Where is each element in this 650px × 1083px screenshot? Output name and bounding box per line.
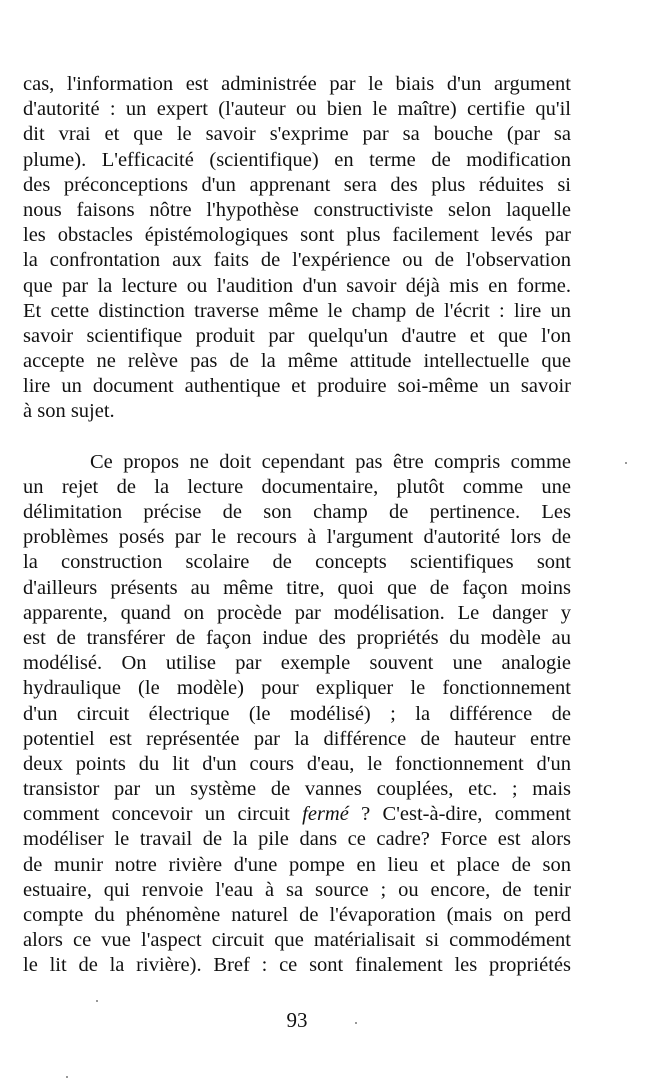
- text-line: délimitation précise de son champ de pertinence. Les: [23, 501, 571, 523]
- text-line: compte du phénomène naturel de l'évaporation (mais on perd: [23, 904, 571, 926]
- text-line: cas, l'information est administrée par le biais d'un argument: [23, 73, 571, 95]
- scan-speck: [96, 1000, 98, 1002]
- text-line: modéliser le travail de la pile dans ce cadre? Force est alors: [23, 828, 571, 851]
- scan-speck: [355, 1022, 357, 1024]
- text-line: de munir notre rivière d'une pompe en lieu et place de son: [23, 853, 571, 876]
- text-line: plume). L'efficacité (scientifique) en terme de modification: [23, 148, 571, 171]
- text-line: accepte ne relève pas de la même attitude intellectuelle que: [23, 350, 571, 373]
- text-line: deux points du lit d'un cours d'eau, le fonctionnement d'un: [23, 752, 571, 775]
- scan-speck: [625, 462, 627, 464]
- text-line: que par la lecture ou l'audition d'un savoir déjà mis en forme.: [23, 274, 571, 297]
- page-number: 93: [286, 1008, 308, 1032]
- text-line: Ce propos ne doit cependant pas être compris comme: [90, 450, 571, 473]
- text-line: d'ailleurs présents au même titre, quoi que de façon moins: [23, 576, 571, 599]
- paragraph-gap: [23, 425, 571, 450]
- text-line: potentiel est représentée par la différence de hauteur entre: [23, 727, 571, 750]
- paragraph-2: [23, 450, 571, 979]
- text-line: le lit de la rivière). Bref : ce sont finalement les propriétés: [23, 954, 571, 977]
- text-line: hydraulique (le modèle) pour expliquer le fonctionnement: [23, 677, 571, 700]
- emphasis-line-before: comment concevoir un circuit: [23, 803, 303, 826]
- text-line: dit vrai et que le savoir s'exprime par sa bouche (par sa: [23, 123, 571, 146]
- text-line: d'un circuit électrique (le modélisé) ; la différence de: [23, 702, 571, 725]
- italic-word: fermé: [302, 803, 349, 826]
- emphasis-line-after: ? C'est-à-dire, comment: [348, 803, 571, 826]
- text-line: la confrontation aux faits de l'expérience ou de l'observation: [23, 249, 571, 272]
- text-line: la construction scolaire de concepts scientifiques sont: [23, 551, 571, 574]
- text-line: est de transférer de façon indue des propriétés du modèle au: [23, 626, 571, 649]
- text-line: lire un document authentique et produire soi-même un savoir: [23, 375, 571, 398]
- text-line: des préconceptions d'un apprenant sera des plus réduites si: [23, 173, 571, 196]
- text-line: à son sujet.: [23, 400, 115, 423]
- text-line: alors ce vue l'aspect circuit que matérialisait si commodément: [23, 929, 571, 952]
- text-line: un rejet de la lecture documentaire, plutôt comme une: [23, 475, 571, 498]
- text-line: problèmes posés par le recours à l'argument d'autorité lors de: [23, 526, 571, 549]
- text-line: d'autorité : un expert (l'auteur ou bien le maître) certifie qu'il: [23, 98, 571, 121]
- text-line: les obstacles épistémologiques sont plus facilement levés par: [23, 224, 571, 247]
- text-line: estuaire, qui renvoie l'eau à sa source ; ou encore, de tenir: [23, 878, 571, 901]
- scan-speck: [66, 1076, 68, 1078]
- text-line: savoir scientifique produit par quelqu'un d'autre et que l'on: [23, 324, 571, 347]
- emphasis-line: [23, 802, 571, 827]
- text-line: modélisé. On utilise par exemple souvent une analogie: [23, 652, 571, 675]
- paragraph-1: [23, 72, 571, 425]
- text-line: transistor par un système de vannes couplées, etc. ; mais: [23, 778, 571, 801]
- text-line: Et cette distinction traverse même le champ de l'écrit : lire un: [23, 299, 571, 322]
- text-line: apparente, quand on procède par modélisation. Le danger y: [23, 601, 571, 624]
- body-text: [23, 72, 571, 979]
- text-line: nous faisons nôtre l'hypothèse constructiviste selon laquelle: [23, 198, 571, 221]
